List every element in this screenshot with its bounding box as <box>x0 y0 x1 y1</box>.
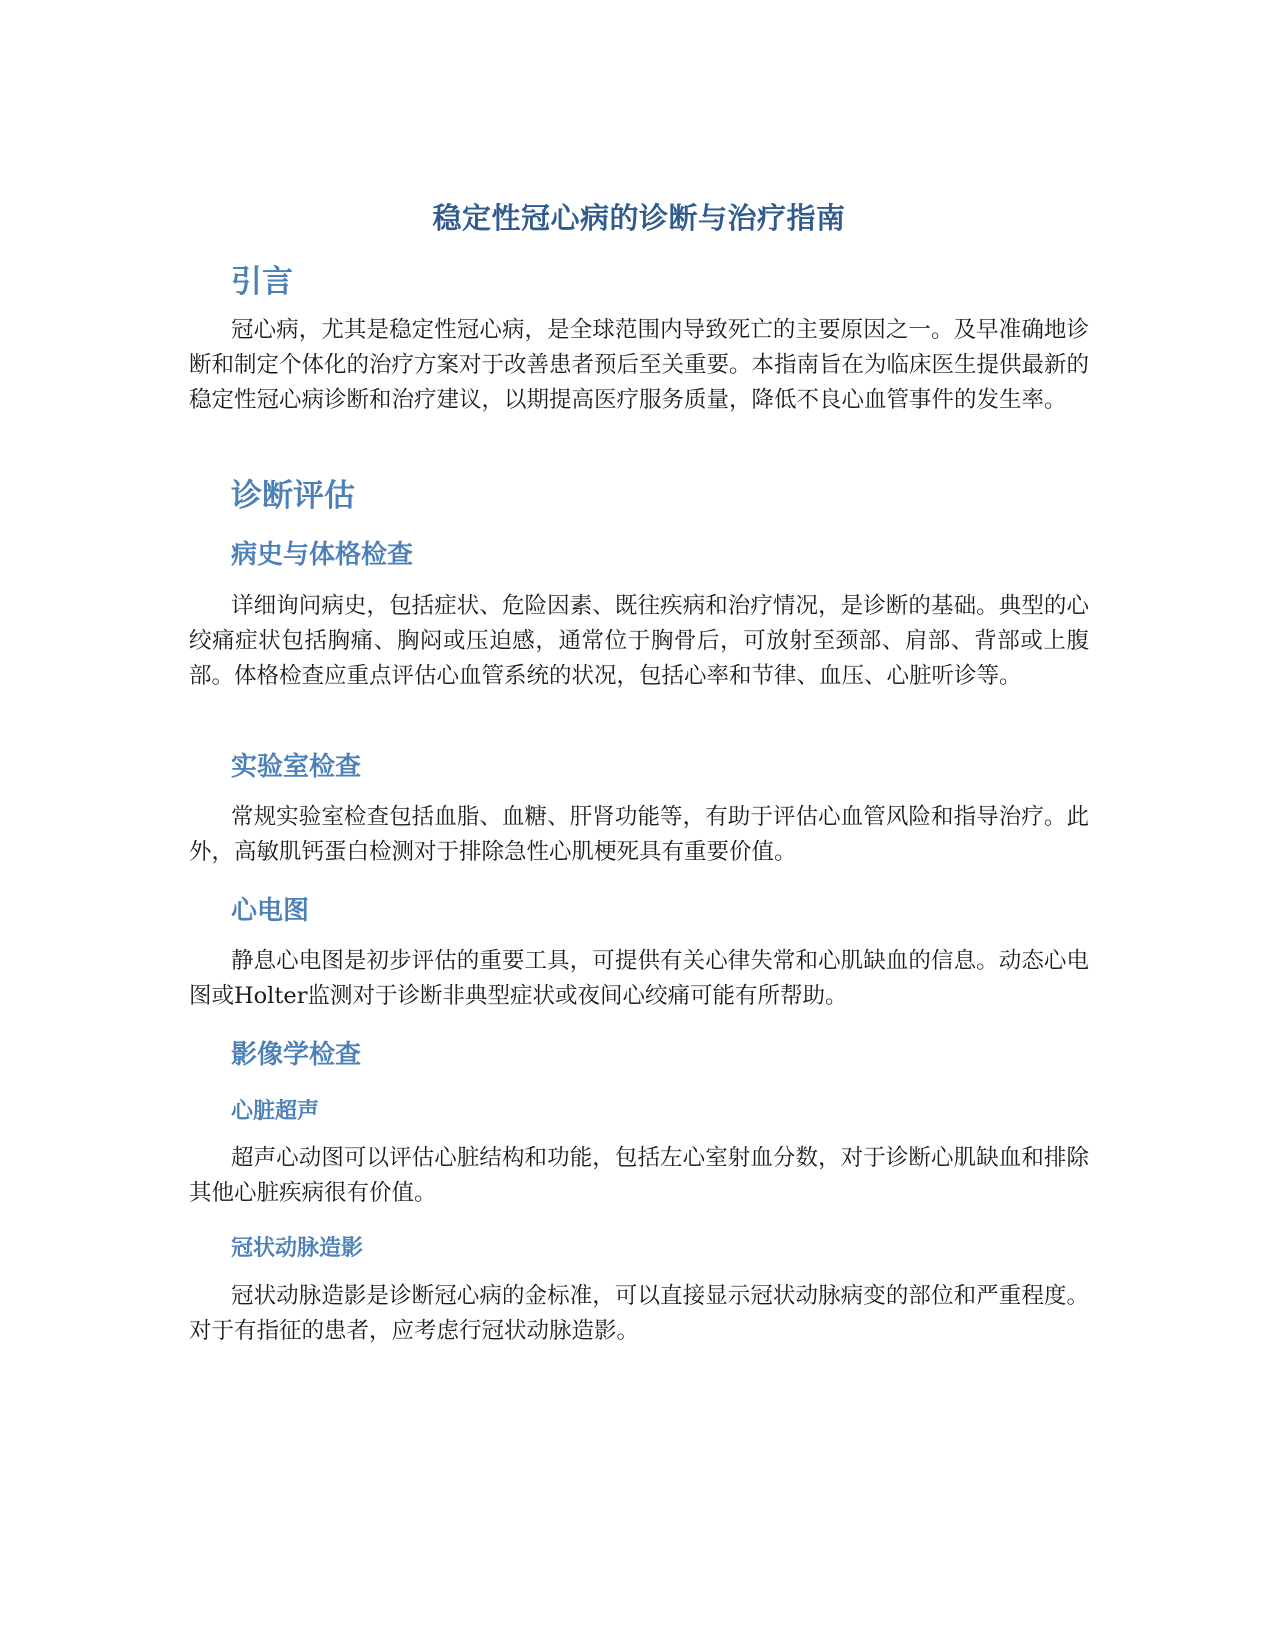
section-heading-intro: 引言 <box>231 264 293 300</box>
section-heading-diagnosis: 诊断评估 <box>231 478 355 514</box>
subsection-heading-history: 病史与体格检查 <box>231 540 414 570</box>
history-paragraph: 详细询问病史，包括症状、危险因素、既往疾病和治疗情况，是诊断的基础。典型的心绞痛症状包括胸痛、胸闷或压迫感，通常位于胸骨后，可放射至颈部、肩部、背部或上腹部。体格检查应重点评估心血管系统的状况，包括心率和节律、血压、心脏听诊等。 <box>189 593 1089 689</box>
ecg-paragraph: 静息心电图是初步评估的重要工具，可提供有关心律失常和心肌缺血的信息。动态心电图或Holter监测对于诊断非典型症状或夜间心绞痛可能有所帮助。 <box>189 948 1089 1009</box>
document-title: 稳定性冠心病的诊断与治疗指南 <box>432 201 846 235</box>
subsection-heading-ecg: 心电图 <box>231 896 310 926</box>
subsection-heading-lab: 实验室检查 <box>231 752 362 782</box>
subsubsection-heading-echo: 心脏超声 <box>231 1099 320 1124</box>
intro-paragraph: 冠心病，尤其是稳定性冠心病，是全球范围内导致死亡的主要原因之一。及早准确地诊断和制定个体化的治疗方案对于改善患者预后至关重要。本指南旨在为临床医生提供最新的稳定性冠心病诊断和治疗建议，以期提高医疗服务质量，降低不良心血管事件的发生率。 <box>189 317 1090 413</box>
echo-paragraph: 超声心动图可以评估心脏结构和功能，包括左心室射血分数，对于诊断心肌缺血和排除其他心脏疾病很有价值。 <box>189 1145 1089 1206</box>
subsection-heading-imaging: 影像学检查 <box>231 1040 362 1070</box>
lab-paragraph: 常规实验室检查包括血脂、血糖、肝肾功能等，有助于评估心血管风险和指导治疗。此外，高敏肌钙蛋白检测对于排除急性心肌梗死具有重要价值。 <box>189 804 1089 865</box>
angio-paragraph: 冠状动脉造影是诊断冠心病的金标准，可以直接显示冠状动脉病变的部位和严重程度。对于有指征的患者，应考虑行冠状动脉造影。 <box>189 1283 1089 1344</box>
subsubsection-heading-angio: 冠状动脉造影 <box>231 1236 364 1261</box>
